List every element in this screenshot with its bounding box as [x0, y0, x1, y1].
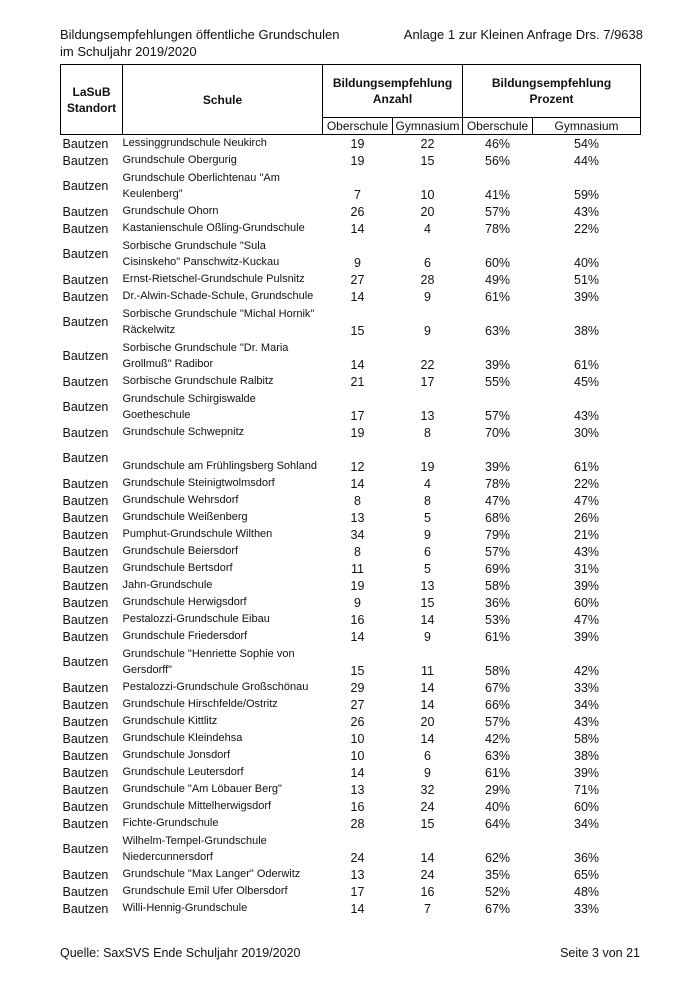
cell-oberschule-count: 14 — [350, 902, 365, 916]
cell-school: Grundschule Obergurig — [122, 154, 237, 166]
cell-oberschule-count: 14 — [350, 290, 365, 304]
cell-location: Bautzen — [62, 842, 109, 856]
cell-gymnasium-count: 20 — [420, 715, 435, 729]
table-row — [61, 696, 641, 713]
cell-oberschule-percent: 57% — [485, 409, 511, 423]
cell-oberschule-percent: 39% — [485, 358, 511, 372]
cell-gymnasium-percent: 51% — [574, 273, 600, 287]
table-row — [61, 900, 641, 917]
cell-gymnasium-count: 19 — [420, 460, 435, 474]
cell-oberschule-percent: 60% — [485, 256, 511, 270]
cell-oberschule-count: 15 — [350, 664, 365, 678]
table-row — [61, 288, 641, 305]
cell-gymnasium-count: 20 — [420, 205, 435, 219]
cell-school: Grundschule am Frühlingsberg Sohland — [122, 460, 317, 472]
cell-gymnasium-percent: 40% — [574, 256, 600, 270]
cell-oberschule-count: 14 — [350, 630, 365, 644]
cell-school: Grundschule Weißenberg — [122, 511, 248, 523]
cell-location: Bautzen — [62, 273, 109, 287]
cell-oberschule-percent: 46% — [485, 137, 511, 151]
table-row — [61, 815, 641, 832]
cell-oberschule-count: 34 — [350, 528, 365, 542]
cell-oberschule-count: 14 — [350, 222, 365, 236]
cell-gymnasium-percent: 31% — [574, 562, 600, 576]
cell-oberschule-count: 17 — [350, 885, 365, 899]
cell-oberschule-percent: 62% — [485, 851, 511, 865]
cell-school: Grundschule Schirgiswalde Goetheschule — [122, 393, 256, 421]
cell-gymnasium-count: 14 — [420, 732, 435, 746]
cell-oberschule-percent: 63% — [485, 749, 511, 763]
cell-gymnasium-count: 24 — [420, 800, 435, 814]
cell-gymnasium-percent: 61% — [574, 460, 600, 474]
cell-oberschule-count: 27 — [350, 698, 365, 712]
cell-oberschule-count: 8 — [354, 545, 361, 559]
cell-oberschule-count: 13 — [350, 783, 365, 797]
table-row — [61, 628, 641, 645]
cell-school: Grundschule Jonsdorf — [122, 749, 231, 761]
cell-location: Bautzen — [62, 528, 109, 542]
table-row — [61, 611, 641, 628]
cell-gymnasium-count: 9 — [424, 528, 431, 542]
cell-school: Grundschule Schwepnitz — [122, 426, 245, 438]
cell-location: Bautzen — [62, 451, 109, 465]
table-row — [61, 169, 641, 203]
cell-oberschule-percent: 49% — [485, 273, 511, 287]
cell-gymnasium-percent: 22% — [574, 222, 600, 236]
cell-gymnasium-percent: 59% — [574, 188, 600, 202]
cell-location: Bautzen — [62, 222, 109, 236]
cell-oberschule-percent: 53% — [485, 613, 511, 627]
cell-oberschule-percent: 40% — [485, 800, 511, 814]
cell-location: Bautzen — [62, 817, 109, 831]
table-row — [61, 305, 641, 339]
table-row — [61, 594, 641, 611]
cell-oberschule-count: 15 — [350, 324, 365, 338]
cell-location: Bautzen — [62, 545, 109, 559]
table-row — [61, 492, 641, 509]
cell-location: Bautzen — [62, 426, 109, 440]
table-row — [61, 883, 641, 900]
cell-oberschule-percent: 58% — [485, 664, 511, 678]
cell-gymnasium-count: 6 — [424, 545, 431, 559]
cell-gymnasium-percent: 39% — [574, 630, 600, 644]
cell-oberschule-percent: 58% — [485, 579, 511, 593]
cell-school: Grundschule Kittlitz — [122, 715, 218, 727]
header-school: Schule — [123, 65, 323, 135]
table-row — [61, 730, 641, 747]
cell-school: Grundschule "Henriette Sophie von Gersdorff" — [122, 648, 295, 676]
annex-reference: Anlage 1 zur Kleinen Anfrage Drs. 7/9638 — [403, 27, 643, 42]
table-row — [61, 798, 641, 815]
cell-gymnasium-count: 15 — [420, 154, 435, 168]
cell-gymnasium-count: 15 — [420, 817, 435, 831]
cell-gymnasium-count: 4 — [424, 222, 431, 236]
header-location-line2: Standort — [66, 100, 117, 115]
cell-gymnasium-percent: 38% — [574, 324, 600, 338]
cell-gymnasium-count: 8 — [424, 494, 431, 508]
cell-location: Bautzen — [62, 596, 109, 610]
cell-gymnasium-count: 5 — [424, 562, 431, 576]
header-group-percent-line2: Prozent — [529, 92, 574, 106]
table-row — [61, 713, 641, 730]
cell-location: Bautzen — [62, 681, 109, 695]
cell-school: Grundschule Kleindehsa — [122, 732, 243, 744]
cell-location: Bautzen — [62, 247, 109, 261]
cell-location: Bautzen — [62, 179, 109, 193]
cell-gymnasium-percent: 45% — [574, 375, 600, 389]
cell-gymnasium-count: 9 — [424, 630, 431, 644]
cell-gymnasium-count: 14 — [420, 698, 435, 712]
table-row — [61, 475, 641, 492]
cell-gymnasium-percent: 65% — [574, 868, 600, 882]
cell-oberschule-count: 8 — [354, 494, 361, 508]
cell-school: Grundschule "Max Langer" Oderwitz — [122, 868, 301, 880]
table-row — [61, 866, 641, 883]
cell-oberschule-count: 10 — [350, 732, 365, 746]
cell-gymnasium-count: 24 — [420, 868, 435, 882]
cell-gymnasium-percent: 58% — [574, 732, 600, 746]
cell-gymnasium-count: 13 — [420, 409, 435, 423]
table-row — [61, 832, 641, 866]
cell-oberschule-percent: 68% — [485, 511, 511, 525]
cell-location: Bautzen — [62, 732, 109, 746]
cell-oberschule-percent: 35% — [485, 868, 511, 882]
cell-school: Pumphut-Grundschule Wilthen — [122, 528, 273, 540]
cell-gymnasium-count: 10 — [420, 188, 435, 202]
cell-oberschule-count: 13 — [350, 511, 365, 525]
cell-location: Bautzen — [62, 494, 109, 508]
header-group-percent — [463, 65, 641, 118]
cell-oberschule-percent: 63% — [485, 324, 511, 338]
cell-school: Grundschule "Am Löbauer Berg" — [122, 783, 282, 795]
cell-oberschule-percent: 57% — [485, 715, 511, 729]
header-sub-gymnasium-count: Gymnasium — [393, 118, 463, 135]
cell-gymnasium-count: 17 — [420, 375, 435, 389]
cell-gymnasium-percent: 43% — [574, 715, 600, 729]
cell-oberschule-count: 9 — [354, 256, 361, 270]
cell-gymnasium-count: 32 — [420, 783, 435, 797]
cell-gymnasium-count: 14 — [420, 613, 435, 627]
cell-location: Bautzen — [62, 902, 109, 916]
header-group-count-line1: Bildungsempfehlung — [332, 76, 453, 90]
cell-oberschule-percent: 78% — [485, 222, 511, 236]
cell-gymnasium-count: 14 — [420, 851, 435, 865]
cell-gymnasium-percent: 38% — [574, 749, 600, 763]
table-row — [61, 152, 641, 169]
cell-location: Bautzen — [62, 766, 109, 780]
cell-school: Grundschule Leutersdorf — [122, 766, 244, 778]
cell-gymnasium-count: 9 — [424, 766, 431, 780]
cell-oberschule-count: 7 — [354, 188, 361, 202]
header-group-percent-line1: Bildungsempfehlung — [491, 76, 612, 90]
cell-gymnasium-percent: 44% — [574, 154, 600, 168]
cell-gymnasium-count: 6 — [424, 256, 431, 270]
cell-oberschule-percent: 41% — [485, 188, 511, 202]
cell-school: Sorbische Grundschule "Michal Hornik" Räckelwitz — [122, 308, 315, 336]
cell-school: Grundschule Herwigsdorf — [122, 596, 247, 608]
cell-oberschule-count: 16 — [350, 800, 365, 814]
cell-oberschule-count: 27 — [350, 273, 365, 287]
cell-school: Grundschule Emil Ufer Olbersdorf — [122, 885, 288, 897]
cell-school: Grundschule Ohorn — [122, 205, 219, 217]
cell-gymnasium-count: 4 — [424, 477, 431, 491]
cell-school: Wilhelm-Tempel-Grundschule Niedercunnersdorf — [122, 835, 267, 863]
cell-oberschule-percent: 36% — [485, 596, 511, 610]
cell-location: Bautzen — [62, 800, 109, 814]
cell-location: Bautzen — [62, 579, 109, 593]
table-row — [61, 203, 641, 220]
cell-oberschule-percent: 52% — [485, 885, 511, 899]
cell-gymnasium-percent: 60% — [574, 596, 600, 610]
cell-oberschule-count: 26 — [350, 205, 365, 219]
cell-location: Bautzen — [62, 885, 109, 899]
header-sub-oberschule-percent: Oberschule — [463, 118, 533, 135]
cell-gymnasium-count: 6 — [424, 749, 431, 763]
table-body — [61, 135, 641, 918]
cell-oberschule-count: 19 — [350, 137, 365, 151]
table-row — [61, 526, 641, 543]
cell-gymnasium-percent: 43% — [574, 545, 600, 559]
cell-oberschule-percent: 70% — [485, 426, 511, 440]
table-row — [61, 339, 641, 373]
cell-school: Grundschule Mittelherwigsdorf — [122, 800, 272, 812]
cell-gymnasium-count: 7 — [424, 902, 431, 916]
cell-gymnasium-percent: 30% — [574, 426, 600, 440]
table-row — [61, 271, 641, 288]
cell-oberschule-percent: 78% — [485, 477, 511, 491]
cell-school: Grundschule Friedersdorf — [122, 630, 248, 642]
cell-oberschule-percent: 57% — [485, 545, 511, 559]
cell-gymnasium-count: 28 — [420, 273, 435, 287]
cell-oberschule-count: 9 — [354, 596, 361, 610]
cell-gymnasium-percent: 43% — [574, 409, 600, 423]
cell-oberschule-percent: 42% — [485, 732, 511, 746]
cell-oberschule-percent: 47% — [485, 494, 511, 508]
cell-gymnasium-percent: 71% — [574, 783, 600, 797]
cell-gymnasium-percent: 36% — [574, 851, 600, 865]
cell-oberschule-percent: 55% — [485, 375, 511, 389]
cell-school: Sorbische Grundschule "Sula Cisinskeho" Panschwitz-Kuckau — [122, 240, 280, 268]
cell-gymnasium-percent: 26% — [574, 511, 600, 525]
cell-school: Grundschule Steinigtwolmsdorf — [122, 477, 275, 489]
cell-oberschule-count: 17 — [350, 409, 365, 423]
cell-location: Bautzen — [62, 375, 109, 389]
cell-school: Pestalozzi-Grundschule Eibau — [122, 613, 270, 625]
cell-oberschule-percent: 61% — [485, 290, 511, 304]
cell-gymnasium-count: 22 — [420, 358, 435, 372]
header-group-count — [323, 65, 463, 118]
cell-oberschule-count: 14 — [350, 766, 365, 780]
table-row — [61, 237, 641, 271]
cell-school: Ernst-Rietschel-Grundschule Pulsnitz — [122, 273, 305, 285]
cell-gymnasium-percent: 22% — [574, 477, 600, 491]
header-group-count-line2: Anzahl — [372, 92, 413, 106]
cell-oberschule-percent: 61% — [485, 630, 511, 644]
table-row — [61, 747, 641, 764]
cell-school: Sorbische Grundschule Ralbitz — [122, 375, 274, 387]
cell-oberschule-count: 16 — [350, 613, 365, 627]
cell-gymnasium-count: 16 — [420, 885, 435, 899]
page-number: Seite 3 von 21 — [560, 946, 640, 960]
cell-gymnasium-count: 8 — [424, 426, 431, 440]
cell-oberschule-count: 24 — [350, 851, 365, 865]
table-row — [61, 645, 641, 679]
cell-oberschule-percent: 57% — [485, 205, 511, 219]
cell-school: Sorbische Grundschule "Dr. Maria Grollmuß" Radibor — [122, 342, 289, 370]
document-title-line2: im Schuljahr 2019/2020 — [60, 44, 197, 59]
cell-oberschule-count: 14 — [350, 477, 365, 491]
cell-oberschule-percent: 66% — [485, 698, 511, 712]
table-row — [61, 135, 641, 153]
cell-location: Bautzen — [62, 562, 109, 576]
cell-gymnasium-percent: 34% — [574, 817, 600, 831]
cell-gymnasium-count: 9 — [424, 290, 431, 304]
cell-location: Bautzen — [62, 154, 109, 168]
cell-school: Pestalozzi-Grundschule Großschönau — [122, 681, 309, 693]
cell-school: Jahn-Grundschule — [122, 579, 213, 591]
cell-location: Bautzen — [62, 349, 109, 363]
cell-oberschule-percent: 29% — [485, 783, 511, 797]
document-title — [60, 26, 339, 60]
cell-location: Bautzen — [62, 613, 109, 627]
table-row — [61, 764, 641, 781]
cell-oberschule-count: 10 — [350, 749, 365, 763]
cell-location: Bautzen — [62, 290, 109, 304]
header-sub-gymnasium-percent: Gymnasium — [533, 118, 641, 135]
table-row — [61, 441, 641, 475]
cell-oberschule-count: 29 — [350, 681, 365, 695]
cell-location: Bautzen — [62, 655, 109, 669]
table-row — [61, 424, 641, 441]
cell-school: Lessinggrundschule Neukirch — [122, 137, 267, 149]
cell-oberschule-percent: 56% — [485, 154, 511, 168]
table-row — [61, 560, 641, 577]
cell-oberschule-count: 28 — [350, 817, 365, 831]
cell-oberschule-count: 11 — [351, 562, 364, 576]
header-location-line1: LaSuB — [72, 84, 111, 99]
cell-gymnasium-percent: 42% — [574, 664, 600, 678]
source-note: Quelle: SaxSVS Ende Schuljahr 2019/2020 — [60, 946, 301, 960]
cell-location: Bautzen — [62, 205, 109, 219]
cell-gymnasium-count: 9 — [424, 324, 431, 338]
cell-location: Bautzen — [62, 783, 109, 797]
table-row — [61, 781, 641, 798]
cell-location: Bautzen — [62, 315, 109, 329]
table-row — [61, 373, 641, 390]
cell-oberschule-percent: 67% — [485, 681, 511, 695]
table-row — [61, 679, 641, 696]
recommendations-table — [60, 64, 641, 917]
cell-oberschule-count: 19 — [350, 426, 365, 440]
cell-school: Grundschule Bertsdorf — [122, 562, 233, 574]
cell-gymnasium-count: 14 — [420, 681, 435, 695]
cell-location: Bautzen — [62, 477, 109, 491]
cell-gymnasium-percent: 43% — [574, 205, 600, 219]
cell-gymnasium-percent: 47% — [574, 494, 600, 508]
cell-school: Grundschule Hirschfelde/Ostritz — [122, 698, 278, 710]
cell-oberschule-percent: 61% — [485, 766, 511, 780]
document-title-line1: Bildungsempfehlungen öffentliche Grundschulen — [60, 27, 340, 42]
cell-oberschule-count: 19 — [350, 579, 365, 593]
cell-gymnasium-count: 15 — [420, 596, 435, 610]
cell-gymnasium-percent: 34% — [574, 698, 600, 712]
cell-school: Grundschule Wehrsdorf — [122, 494, 239, 506]
cell-location: Bautzen — [62, 400, 109, 414]
cell-gymnasium-percent: 47% — [574, 613, 600, 627]
cell-oberschule-count: 19 — [350, 154, 365, 168]
cell-location: Bautzen — [62, 511, 109, 525]
cell-school: Willi-Hennig-Grundschule — [122, 902, 248, 914]
header-sub-oberschule-count: Oberschule — [323, 118, 393, 135]
cell-location: Bautzen — [62, 749, 109, 763]
cell-gymnasium-percent: 60% — [574, 800, 600, 814]
cell-gymnasium-percent: 39% — [574, 766, 600, 780]
cell-gymnasium-percent: 33% — [574, 902, 600, 916]
cell-oberschule-percent: 39% — [485, 460, 511, 474]
cell-oberschule-count: 13 — [350, 868, 365, 882]
cell-gymnasium-count: 22 — [420, 137, 435, 151]
cell-oberschule-percent: 69% — [485, 562, 511, 576]
table-row — [61, 577, 641, 594]
table-header — [61, 65, 641, 135]
cell-gymnasium-count: 11 — [421, 664, 434, 678]
cell-oberschule-count: 21 — [350, 375, 365, 389]
cell-school: Fichte-Grundschule — [122, 817, 219, 829]
cell-location: Bautzen — [62, 868, 109, 882]
table-row — [61, 390, 641, 424]
cell-gymnasium-percent: 39% — [574, 579, 600, 593]
cell-gymnasium-percent: 54% — [574, 137, 600, 151]
cell-location: Bautzen — [62, 630, 109, 644]
cell-location: Bautzen — [62, 715, 109, 729]
cell-oberschule-percent: 79% — [485, 528, 511, 542]
cell-gymnasium-count: 5 — [424, 511, 431, 525]
cell-gymnasium-percent: 21% — [574, 528, 600, 542]
table-row — [61, 220, 641, 237]
cell-location: Bautzen — [62, 137, 109, 151]
header-location — [61, 65, 123, 135]
cell-oberschule-count: 14 — [350, 358, 365, 372]
cell-gymnasium-percent: 61% — [574, 358, 600, 372]
table-row — [61, 509, 641, 526]
cell-oberschule-count: 12 — [350, 460, 365, 474]
cell-oberschule-count: 26 — [350, 715, 365, 729]
cell-location: Bautzen — [62, 698, 109, 712]
cell-gymnasium-percent: 33% — [574, 681, 600, 695]
cell-gymnasium-count: 13 — [420, 579, 435, 593]
cell-school: Kastanienschule Oßling-Grundschule — [122, 222, 305, 234]
cell-oberschule-percent: 67% — [485, 902, 511, 916]
cell-gymnasium-percent: 48% — [574, 885, 600, 899]
cell-school: Grundschule Beiersdorf — [122, 545, 239, 557]
cell-school: Dr.-Alwin-Schade-Schule, Grundschule — [122, 290, 314, 302]
table-row — [61, 543, 641, 560]
cell-school: Grundschule Oberlichtenau "Am Keulenberg" — [122, 172, 280, 200]
cell-gymnasium-percent: 39% — [574, 290, 600, 304]
cell-oberschule-percent: 64% — [485, 817, 511, 831]
